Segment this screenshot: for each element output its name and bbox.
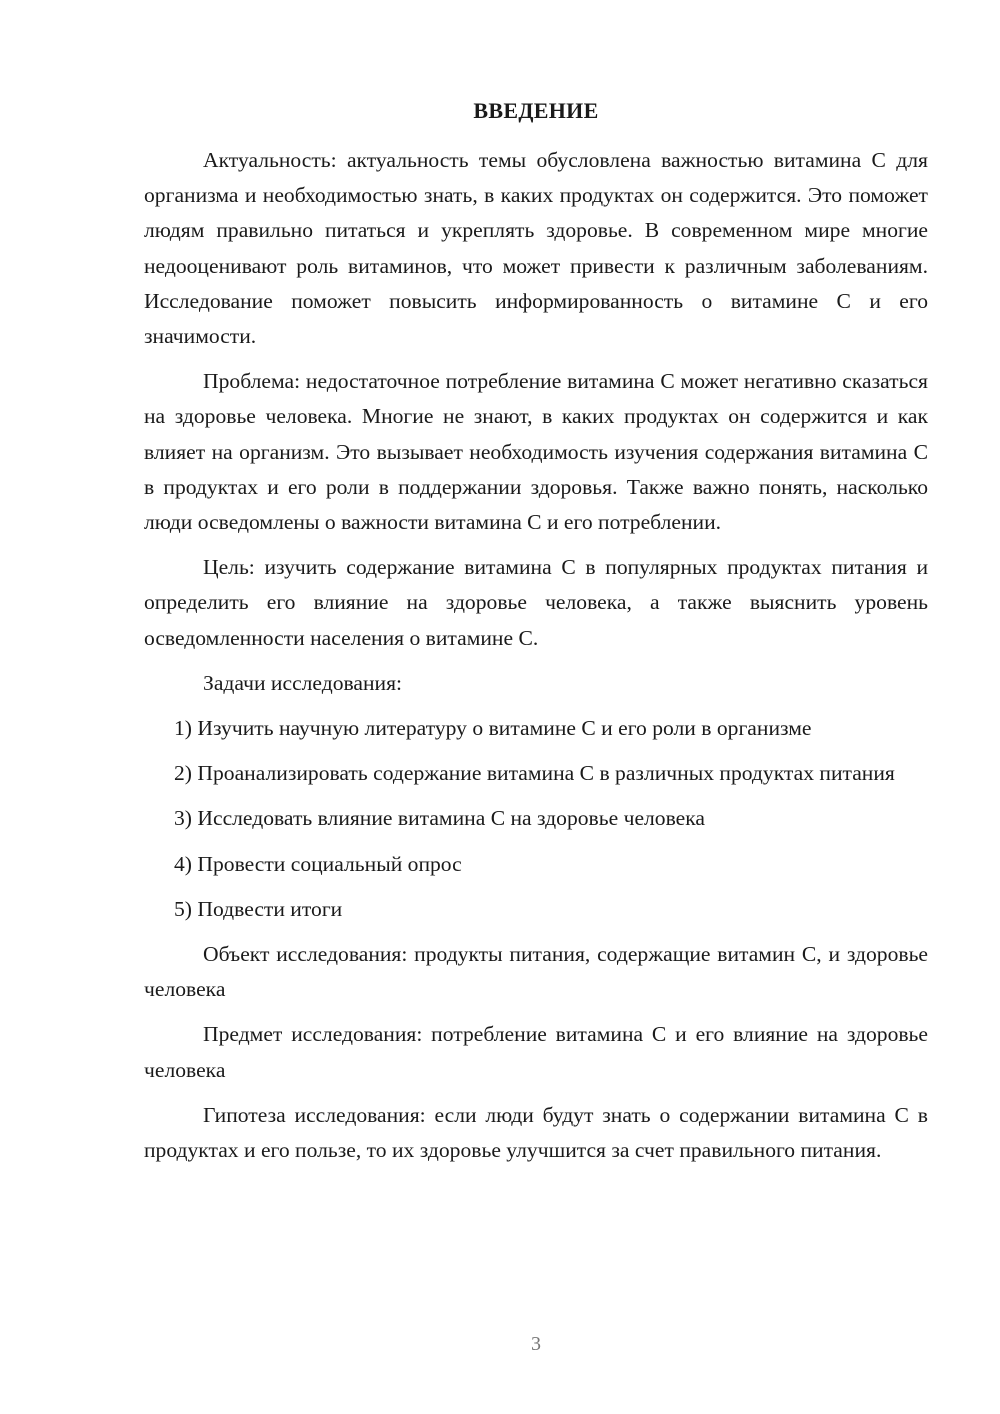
list-item-task-3: 3) Исследовать влияние витамина С на здоровье человека [174, 806, 705, 831]
paragraph-problem: Проблема: недостаточное потребление витамина С может негативно сказаться на здоровье человека. Многие не знают, в каких продуктах он содержится и как влияет на организм. Это вызывает необходимость изучения содержания витамина С в продуктах и его роли в поддержании здоровья. Также важно понять, насколько люди осведомлены о важности витамина С и его потреблении. [144, 369, 928, 535]
page-number: 3 [531, 1333, 541, 1355]
paragraph-tasks-heading: Задачи исследования: [203, 670, 403, 695]
page-title: ВВЕДЕНИЕ [473, 98, 599, 123]
paragraph-subject: Предмет исследования: потребление витамина С и его влияние на здоровье человека [144, 1022, 928, 1082]
list-item-task-1: 1) Изучить научную литературу о витамине С и его роли в организме [174, 716, 812, 741]
paragraph-relevance: Актуальность: актуальность темы обусловлена важностью витамина С для организма и необходимостью знать, в каких продуктах он содержится. Это поможет людям правильно питаться и укреплять здоровье. В современном мире многие недооценивают роль витаминов, что может привести к различным заболеваниям. Исследование поможет повысить информированность о витамине С и его значимости. [144, 148, 928, 349]
document-body [144, 143, 928, 1178]
list-item-task-4: 4) Провести социальный опрос [174, 851, 462, 876]
paragraph-goal: Цель: изучить содержание витамина С в популярных продуктах питания и определить его влияние на здоровье человека, а также выяснить уровень осведомленности населения о витамине С. [144, 555, 928, 650]
paragraph-object: Объект исследования: продукты питания, содержащие витамин С, и здоровье человека [144, 942, 928, 1002]
list-item-task-2: 2) Проанализировать содержание витамина С в различных продуктах питания [174, 761, 895, 786]
list-item-task-5: 5) Подвести итоги [174, 896, 343, 921]
paragraph-hypothesis: Гипотеза исследования: если люди будут знать о содержании витамина С в продуктах и его пользе, то их здоровье улучшится за счет правильного питания. [144, 1102, 928, 1163]
